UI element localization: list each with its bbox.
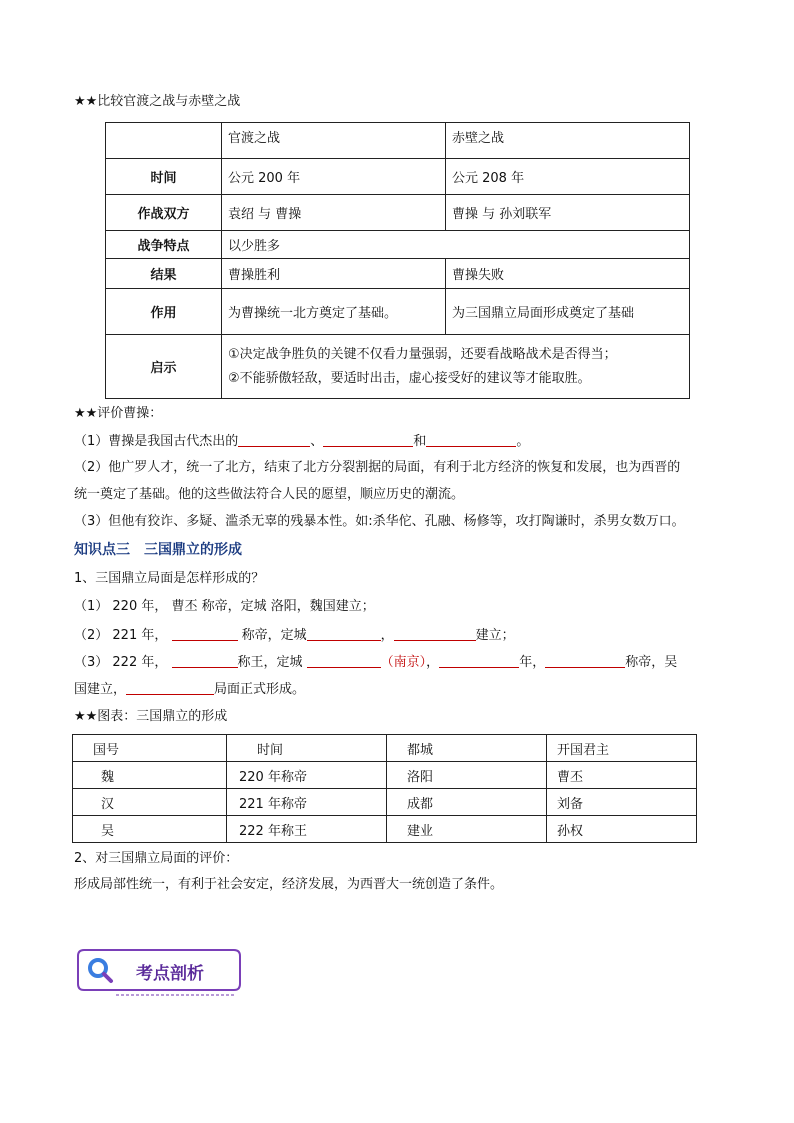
kingdoms-header-name: 国号 [73, 735, 227, 762]
lesson-value [222, 335, 690, 399]
table-cell: 曹丕 [547, 762, 697, 789]
guandu-effect: 为曹操统一北方奠定了基础。 [222, 289, 446, 335]
evaluate-p1: （1）曹操是我国古代杰出的 、 和 。 [74, 434, 530, 449]
chibi-result: 曹操失败 [446, 259, 690, 289]
comparison-title: ★★比较官渡之战与赤壁之战 [74, 94, 241, 109]
blank-5[interactable] [307, 626, 381, 641]
header-empty [106, 123, 222, 159]
blank-11[interactable] [126, 680, 214, 695]
evaluation-question: 2、对三国鼎立局面的评价： [74, 851, 239, 866]
feature-value: 以少胜多 [222, 231, 690, 259]
table-cell: 222 年称王 [227, 816, 387, 843]
blank-8[interactable] [307, 653, 381, 668]
search-icon [86, 956, 114, 984]
kingdoms-table [72, 734, 697, 843]
chart-table-title: ★★图表：三国鼎立的形成 [74, 709, 228, 724]
exam-analysis-badge [76, 948, 242, 1000]
section-heading: 知识点三 三国鼎立的形成 [74, 542, 242, 558]
chibi-time: 公元 208 年 [446, 159, 690, 195]
section-line-3: （3） 222 年， 称王，定城 （南京）， 年， 称帝，吴 [74, 655, 678, 670]
blank-1[interactable] [238, 432, 310, 447]
row-label-feature: 战争特点 [106, 231, 222, 259]
blank-3[interactable] [426, 432, 516, 447]
row-label-result: 结果 [106, 259, 222, 289]
kingdoms-header-capital: 都城 [387, 735, 547, 762]
blank-2[interactable] [323, 432, 413, 447]
table-cell: 成都 [387, 789, 547, 816]
comparison-table [105, 122, 690, 399]
chibi-sides: 曹操 与 孙刘联军 [446, 195, 690, 231]
table-row: 魏 [73, 762, 227, 789]
table-cell: 221 年称帝 [227, 789, 387, 816]
blank-7[interactable] [172, 653, 238, 668]
row-label-time: 时间 [106, 159, 222, 195]
kingdoms-header-founder: 开国君主 [547, 735, 697, 762]
badge-label: 考点剖析 [136, 964, 204, 984]
chibi-effect: 为三国鼎立局面形成奠定了基础 [446, 289, 690, 335]
row-label-effect: 作用 [106, 289, 222, 335]
blank-6[interactable] [394, 626, 476, 641]
evaluate-title: ★★评价曹操： [74, 406, 163, 421]
section-line-4: 国建立， 局面正式形成。 [74, 682, 306, 697]
header-chibi: 赤壁之战 [446, 123, 690, 159]
blank-4[interactable] [172, 626, 238, 641]
section-line-2: （2） 221 年， 称帝，定城 ， 建立； [74, 628, 515, 643]
guandu-result: 曹操胜利 [222, 259, 446, 289]
table-cell: 刘备 [547, 789, 697, 816]
lesson-line-1: ①决定战争胜负的关键不仅看力量强弱，还要看战略战术是否得当； [228, 346, 617, 362]
section-line-1: （1） 220 年， 曹丕 称帝，定城 洛阳，魏国建立； [74, 599, 375, 614]
row-label-lesson: 启示 [106, 335, 222, 399]
table-cell: 洛阳 [387, 762, 547, 789]
blank-9[interactable] [439, 653, 519, 668]
table-row: 汉 [73, 789, 227, 816]
guandu-time: 公元 200 年 [222, 159, 446, 195]
guandu-sides: 袁绍 与 曹操 [222, 195, 446, 231]
blank-10[interactable] [545, 653, 625, 668]
table-cell: 孙权 [547, 816, 697, 843]
evaluate-p3: （3）但他有狡诈、多疑、滥杀无辜的残暴本性。如:杀华佗、孔融、杨修等，攻打陶谦时，杀男女数万口。 [74, 514, 685, 529]
evaluate-p2-line1: （2）他广罗人才，统一了北方，结束了北方分裂割据的局面，有利于北方经济的恢复和发展，也为西晋的 [74, 460, 681, 475]
section-question-1: 1、三国鼎立局面是怎样形成的？ [74, 571, 265, 586]
table-cell: 220 年称帝 [227, 762, 387, 789]
table-row: 吴 [73, 816, 227, 843]
lesson-line-2: ②不能骄傲轻敌，要适时出击，虚心接受好的建议等才能取胜。 [228, 370, 591, 386]
evaluate-p2-line2: 统一奠定了基础。他的这些做法符合人民的愿望，顺应历史的潮流。 [74, 487, 465, 502]
evaluation-text: 形成局部性统一，有利于社会安定，经济发展，为西晋大一统创造了条件。 [74, 877, 504, 892]
kingdoms-header-time: 时间 [227, 735, 387, 762]
nanjing-note: （南京） [380, 655, 427, 670]
table-cell: 建业 [387, 816, 547, 843]
row-label-sides: 作战双方 [106, 195, 222, 231]
header-guandu: 官渡之战 [222, 123, 446, 159]
